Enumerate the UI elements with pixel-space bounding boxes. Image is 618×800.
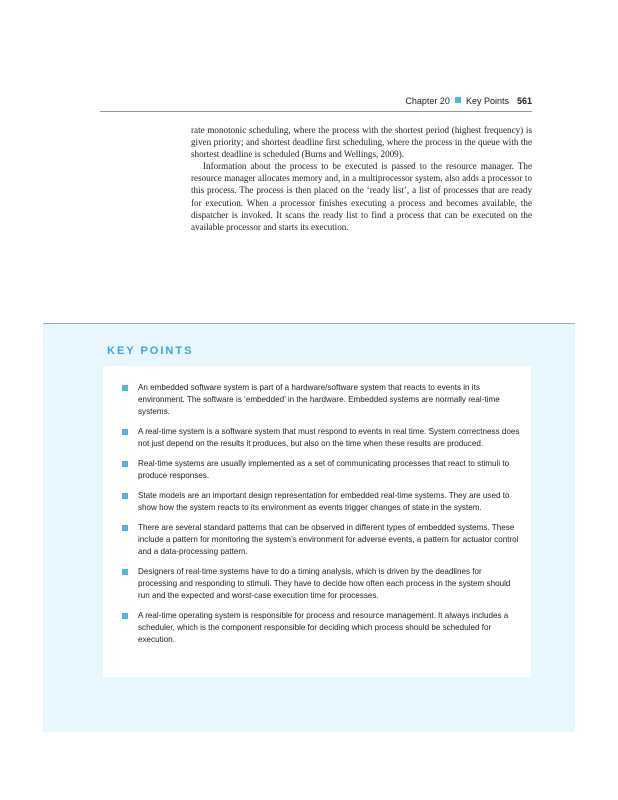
key-point-text: State models are an important design representation for embedded real-time systems. They are used to show how the system reacts to its environment as events trigger changes of state in the system.: [138, 490, 510, 513]
key-points-title: KEY POINTS: [107, 345, 194, 357]
key-point-item: [119, 522, 523, 559]
key-point-text: There are several standard patterns that can be observed in different types of embedded systems. These include a pattern for monitoring the system’s environment for adverse events, a pattern for actuator control and a data-processing pattern.: [138, 522, 519, 557]
key-point-item: [119, 610, 523, 647]
chapter-label: Chapter 20: [405, 96, 450, 106]
header-rule: [100, 111, 532, 112]
body-text: [191, 124, 532, 233]
key-point-item: [119, 382, 523, 419]
key-point-text: A real-time system is a software system that must respond to events in real time. System correctness does not just depend on the results it produces, but also on the time when these results are produced.: [138, 427, 520, 449]
key-point-item: [119, 426, 523, 450]
bullet-square-icon: [122, 569, 128, 575]
bullet-square-icon: [122, 525, 128, 531]
bullet-square-icon: [122, 461, 128, 467]
key-point-item: [119, 566, 523, 603]
bullet-square-icon: [122, 429, 128, 435]
bullet-square-icon: [122, 493, 128, 499]
key-points-box: [103, 366, 531, 677]
bullet-square-icon: [122, 385, 128, 391]
page-number: 561: [516, 96, 532, 106]
key-point-text: Real-time systems are usually implemented as a set of communicating processes that react to stimuli to produce responses.: [138, 459, 510, 481]
key-point-item: [119, 458, 523, 482]
section-label: Key Points: [465, 96, 509, 106]
key-point-text: A real-time operating system is responsible for process and resource management. It always includes a scheduler, which is the component responsible for deciding which process should be scheduled for execution.: [138, 611, 509, 645]
key-point-text: Designers of real-time systems have to do a timing analysis, which is driven by the deadlines for processing and responding to stimuli. They have to decide how often each process in the system should run and the expected and worst-case execution time for processes.: [138, 566, 511, 601]
bullet-square-icon: [455, 97, 461, 103]
key-point-item: [119, 490, 523, 514]
running-header: [100, 96, 532, 110]
paragraph: rate monotonic scheduling, where the process with the shortest period (highest frequency) is given priority; and shortest deadline first scheduling, where the process in the queue with the shortest deadline is scheduled (Burns and Wellings, 2009).: [191, 125, 532, 160]
bullet-square-icon: [122, 613, 128, 619]
key-points-list: [119, 382, 523, 654]
paragraph: Information about the process to be executed is passed to the resource manager. The resource manager allocates memory and, in a multiprocessor system, also adds a processor to this process. The process is then placed on the ‘ready list’, a list of processes that are ready for execution. When a processor finishes executing a process and becomes available, the dispatcher is invoked. It scans the ready list to find a process that can be executed on the available processor and starts its execution.: [191, 161, 532, 232]
key-point-text: An embedded software system is part of a hardware/software system that reacts to events in its environment. The software is ‘embedded’ in the hardware. Embedded systems are normally real-time systems.: [138, 383, 500, 417]
